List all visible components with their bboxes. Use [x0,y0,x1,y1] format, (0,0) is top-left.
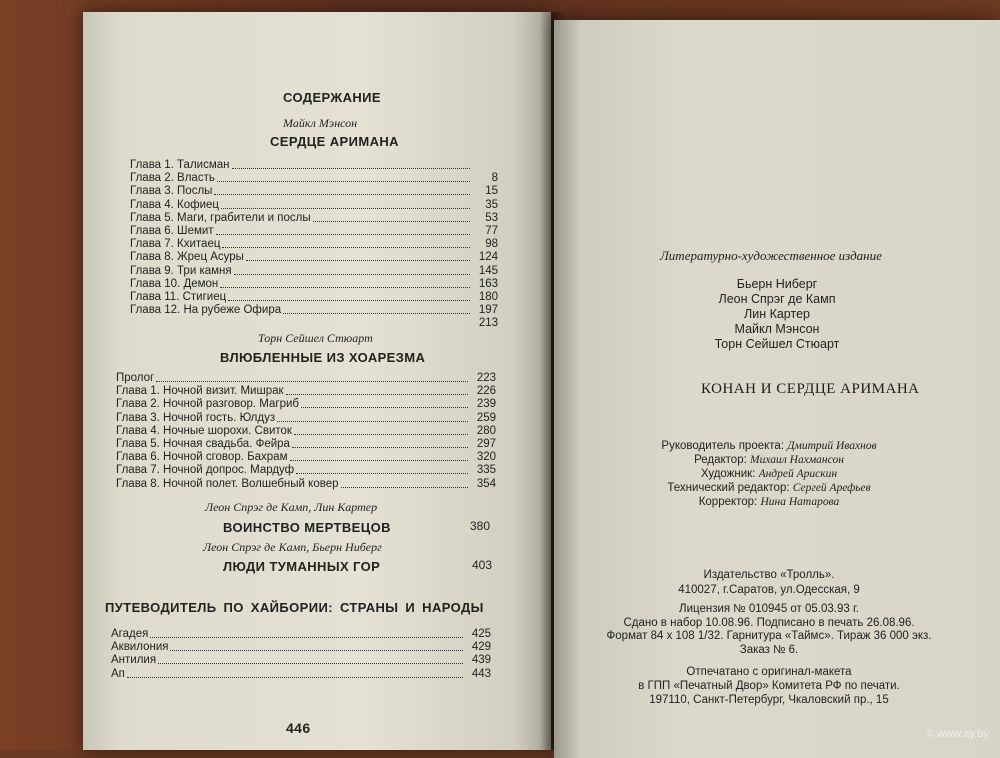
right-page [554,20,1000,758]
edition-type: Литературно-художественное издание [660,248,882,263]
dot-leader [221,208,470,209]
license-line: Лицензия № 010945 от 05.03.93 г. [679,603,859,615]
toc-row [130,224,498,238]
dot-leader [214,194,470,195]
dot-leader [313,221,470,222]
toc-page-number: 320 [476,451,496,464]
toc-page-number: 439 [471,654,491,667]
toc-label: Глава 9. Три камня [130,264,232,277]
dot-leader [228,300,470,301]
contents-title: СОДЕРЖАНИЕ [283,90,381,105]
dot-leader [232,168,471,169]
toc-page-number: 425 [471,628,491,640]
toc-row [116,371,496,385]
toc-row [111,640,491,654]
credit-name: Михаил Нахмансон [750,454,844,466]
dot-leader [217,181,470,182]
dot-leader [283,313,470,314]
toc-label: Глава 11. Стигиец [130,291,227,303]
dot-leader [150,637,463,638]
toc-label: Глава 3. Послы [130,185,213,198]
toc-page-number: 335 [476,464,496,477]
toc-row [130,290,498,304]
credit-line [554,468,984,480]
toc-label: Глава 1. Талисман [130,159,230,171]
toc-label: Агадея [111,628,149,640]
toc-label: Глава 4. Ночные шорохи. Свиток [116,424,292,437]
author-name: Леон Спрэг де Камп [718,292,836,306]
section-3-title: ВОИНСТВО МЕРТВЕЦОВ [223,520,391,535]
page-number: 446 [286,720,311,736]
toc-label: Глава 8. Ночной полет. Волшебный ковер [116,477,339,490]
toc-row [130,250,498,264]
toc-label: Глава 3. Ночной гость. Юлдуз [116,411,276,424]
credit-name: Дмитрий Ивахнов [787,440,877,452]
toc-row [130,184,498,198]
toc-row [116,424,496,438]
book-title: КОНАН И СЕРДЦЕ АРИМАНА [701,381,920,397]
toc-row [130,264,498,278]
toc-label: Ап [111,667,125,680]
watermark: © www.ay.by [926,728,989,740]
section-4-author: Леон Спрэг де Камп, Бьерн Ниберг [203,540,382,554]
printing-line: в ГПП «Печатный Двор» Комитета РФ по печати. [638,680,900,692]
credit-name: Сергей Арефьев [792,482,871,494]
toc-page-number: 197 [478,304,498,317]
section-3-page: 380 [470,519,491,533]
toc-row [130,237,498,251]
toc-page-number: 35 [485,198,498,211]
toc-page-number: 8 [491,172,498,185]
dot-leader [296,473,468,474]
toc-label: Глава 1. Ночной визит. Мишрак [116,385,284,398]
credit-line [554,496,984,508]
toc-page-number: 239 [476,398,496,411]
section-4-page: 403 [472,558,493,572]
toc-row [130,303,498,317]
toc-row [116,450,496,464]
toc-label: Глава 4. Кофиец [130,198,220,211]
publisher-line: 410027, г.Саратов, ул.Одесская, 9 [678,584,860,596]
toc-label: Глава 2. Власть [130,172,215,185]
toc-row [111,667,491,681]
dot-leader [156,381,468,382]
toc-row [130,316,498,330]
publisher-line: Издательство «Тролль». [703,569,835,581]
toc-row [130,211,498,225]
dot-leader [292,447,468,448]
toc-page-number: 223 [476,372,496,384]
dot-leader [286,394,468,395]
toc-row [111,653,491,667]
toc-label: Пролог [116,372,155,384]
toc-page-number: 98 [485,238,498,251]
toc-page-number: 259 [476,411,496,424]
dot-leader [220,287,470,288]
author-name: Майкл Мэнсон [734,322,820,336]
toc-page-number: 163 [478,277,498,290]
toc-page-number: 180 [478,291,498,303]
toc-page-number: 226 [476,385,496,398]
toc-label: Глава 6. Ночной сговор. Бахрам [116,451,288,464]
toc-row [116,397,496,411]
dot-leader [127,677,463,678]
toc-label: Глава 10. Демон [130,277,219,290]
toc-label: Глава 5. Ночная свадьба. Фейра [116,438,290,450]
toc-row [130,171,498,185]
dot-leader [246,260,470,261]
toc-page-number: 213 [478,317,498,330]
toc-label: Глава 12. На рубеже Офира [130,304,282,317]
dot-leader [234,274,470,275]
dot-leader [222,247,470,248]
license-line: Сдано в набор 10.08.96. Подписано в печать 26.08.96. [623,616,915,629]
dot-leader [294,434,468,435]
printing-line: 197110, Санкт-Петербург, Чкаловский пр., 15 [649,694,889,706]
credit-role: Редактор: [694,454,747,466]
author-name: Бьерн Ниберг [736,277,818,291]
section-1-author: Майкл Мэнсон [283,116,358,130]
credit-name: Андрей Арискин [758,468,838,480]
credit-role: Технический редактор: [667,482,790,494]
toc-label: Аквилония [111,641,169,654]
toc-row [111,627,491,641]
toc-label: Глава 6. Шемит [130,225,214,237]
toc-page-number: 354 [476,477,496,490]
dot-leader [158,663,463,664]
toc-row [130,158,498,172]
license-line: Формат 84 х 108 1/32. Гарнитура «Таймс». Тираж 36 000 экз. [606,630,932,642]
toc-label: Глава 7. Ночной допрос. Мардуф [116,464,295,477]
toc-page-number: 77 [485,225,498,237]
toc-page-number: 443 [471,667,491,680]
credit-line [554,454,984,466]
dot-leader [170,650,463,651]
credit-name: Нина Натарова [760,496,840,508]
toc-label: Глава 5. Маги, грабители и послы [130,211,311,224]
guide-title: ПУТЕВОДИТЕЛЬ ПО ХАЙБОРИИ: СТРАНЫ И НАРОДЫ [105,600,484,615]
toc-label: Глава 8. Жрец Асуры [130,251,244,264]
toc-page-number: 124 [478,251,498,264]
section-1-title: СЕРДЦЕ АРИМАНА [270,134,399,149]
left-page [83,12,551,750]
toc-row [116,384,496,398]
dot-leader [277,421,468,422]
toc-row [116,463,496,477]
toc-label: Глава 7. Кхитаец [130,238,221,251]
toc-page-number: 429 [471,641,491,654]
toc-row [116,411,496,425]
section-2-author: Торн Сейшел Стюарт [258,331,373,345]
credit-line [554,482,984,494]
toc-page-number: 53 [485,211,498,224]
toc-row [116,477,496,491]
dot-leader [216,234,470,235]
toc-page-number: 280 [476,424,496,437]
toc-page-number: 15 [485,185,498,198]
dot-leader [341,487,469,488]
toc-page-number: 145 [478,264,498,277]
dot-leader [290,460,469,461]
toc-label: Глава 2. Ночной разговор. Магриб [116,398,299,411]
toc-page-number: 297 [476,438,496,450]
dot-leader [301,407,468,408]
credit-line [554,440,984,452]
author-name: Торн Сейшел Стюарт [714,337,840,351]
toc-row [116,437,496,451]
printing-line: Отпечатано с оригинал-макета [686,666,852,678]
credit-role: Корректор: [698,496,758,508]
credit-role: Художник: [700,468,756,480]
section-2-title: ВЛЮБЛЕННЫЕ ИЗ ХОАРЕЗМА [220,350,426,365]
toc-label: Антилия [111,654,157,667]
toc-row [130,277,498,291]
section-3-author: Леон Спрэг де Камп, Лин Картер [205,500,378,514]
credit-role: Руководитель проекта: [661,440,785,452]
license-line: Заказ № 6. [739,643,799,656]
author-name: Лин Картер [744,307,810,321]
section-4-title: ЛЮДИ ТУМАННЫХ ГОР [223,559,381,574]
toc-row [130,198,498,212]
